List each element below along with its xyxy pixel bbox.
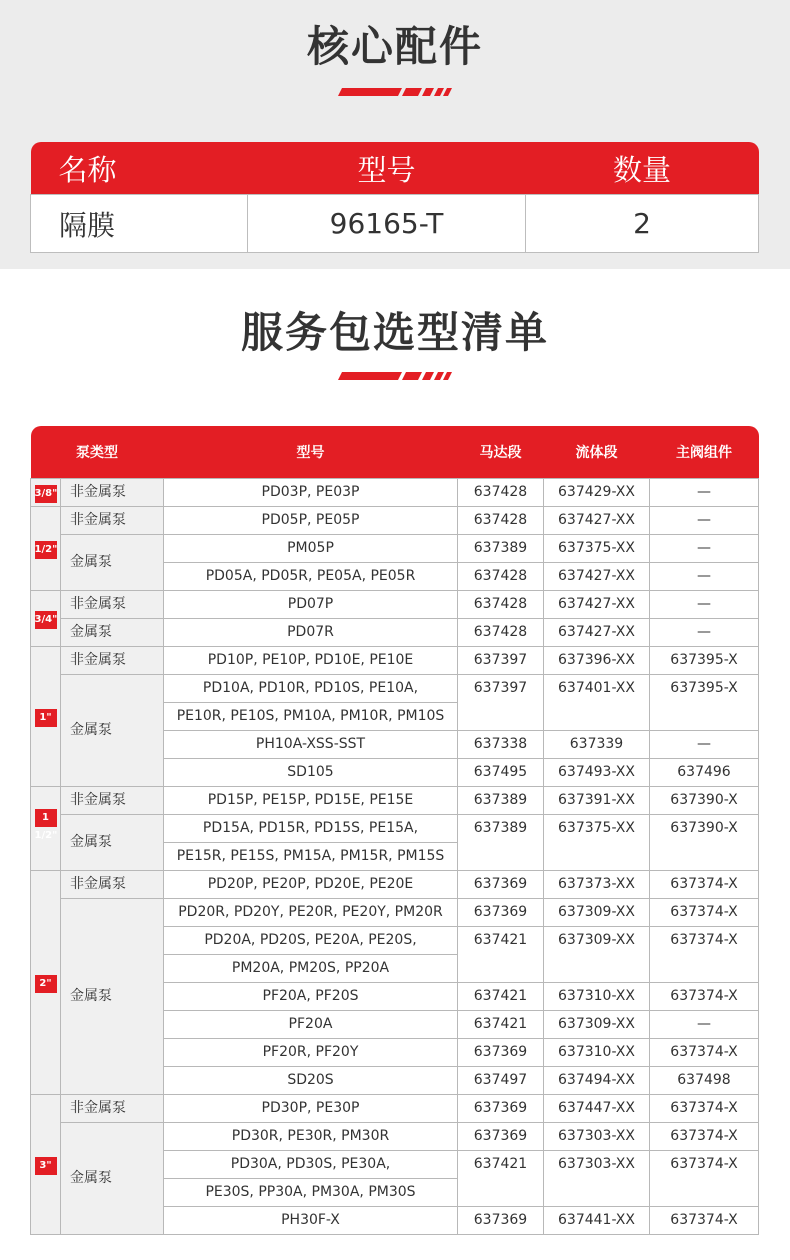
- table-row: [31, 675, 759, 703]
- core-header-model: 型号: [248, 142, 526, 195]
- main-valve-cell: —: [650, 507, 759, 535]
- table-row: [31, 1095, 759, 1123]
- model-cell: PD20P, PE20P, PD20E, PE20E: [164, 871, 458, 899]
- pump-type-cell: 金属泵: [61, 619, 164, 647]
- motor-section-cell: 637428: [458, 479, 544, 507]
- pump-type-cell: 金属泵: [61, 1123, 164, 1235]
- pump-type-cell: 金属泵: [61, 535, 164, 591]
- model-cell: PE30S, PP30A, PM30A, PM30S: [164, 1179, 458, 1207]
- motor-section-cell: 637369: [458, 1095, 544, 1123]
- main-valve-cell: 637374-X: [650, 899, 759, 927]
- title-decoration-icon: [338, 88, 452, 96]
- title-decoration-icon: [338, 372, 452, 380]
- pump-type-cell: 非金属泵: [61, 787, 164, 815]
- pipe-size-cell: [31, 1095, 61, 1235]
- motor-section-cell: 637338: [458, 731, 544, 759]
- fluid-section-cell: 637494-XX: [544, 1067, 650, 1095]
- main-valve-cell: —: [650, 535, 759, 563]
- motor-section-cell: 637389: [458, 787, 544, 815]
- model-cell: PH30F-X: [164, 1207, 458, 1235]
- model-cell: PD30R, PE30R, PM30R: [164, 1123, 458, 1151]
- model-cell: PD07P: [164, 591, 458, 619]
- main-valve-cell: 637374-X: [650, 983, 759, 1011]
- fluid-section-cell: 637310-XX: [544, 983, 650, 1011]
- model-cell: PD20R, PD20Y, PE20R, PE20Y, PM20R: [164, 899, 458, 927]
- fluid-section-cell: 637309-XX: [544, 899, 650, 927]
- main-valve-cell: 637390-X: [650, 815, 759, 871]
- pump-type-cell: 非金属泵: [61, 591, 164, 619]
- table-row: [31, 647, 759, 675]
- fluid-section-cell: 637427-XX: [544, 591, 650, 619]
- model-cell: PE10R, PE10S, PM10A, PM10R, PM10S: [164, 703, 458, 731]
- main-valve-cell: 637374-X: [650, 1039, 759, 1067]
- pump-type-cell: 非金属泵: [61, 1095, 164, 1123]
- fluid-section-cell: 637375-XX: [544, 535, 650, 563]
- model-cell: PD15A, PD15R, PD15S, PE15A,: [164, 815, 458, 843]
- core-parts-title: 核心配件: [306, 22, 483, 71]
- core-header-qty: 数量: [526, 142, 759, 195]
- pipe-size-cell: [31, 787, 61, 871]
- model-cell: PF20A, PF20S: [164, 983, 458, 1011]
- table-row: [31, 619, 759, 647]
- pipe-size-cell: [31, 479, 61, 507]
- table-row: [31, 871, 759, 899]
- svc-header-pump-type: 泵类型: [31, 426, 164, 479]
- pump-type-cell: 非金属泵: [61, 479, 164, 507]
- fluid-section-cell: 637441-XX: [544, 1207, 650, 1235]
- core-header-name: 名称: [31, 142, 248, 195]
- table-row: [31, 899, 759, 927]
- motor-section-cell: 637421: [458, 1151, 544, 1207]
- model-cell: PF20R, PF20Y: [164, 1039, 458, 1067]
- pipe-size-badge: 3": [35, 1157, 57, 1175]
- motor-section-cell: 637428: [458, 563, 544, 591]
- svc-header-fluid: 流体段: [544, 426, 650, 479]
- table-row: [31, 195, 759, 253]
- fluid-section-cell: 637303-XX: [544, 1123, 650, 1151]
- motor-section-cell: 637397: [458, 647, 544, 675]
- motor-section-cell: 637389: [458, 535, 544, 563]
- model-cell: PF20A: [164, 1011, 458, 1039]
- main-valve-cell: 637395-X: [650, 675, 759, 731]
- model-cell: PM20A, PM20S, PP20A: [164, 955, 458, 983]
- model-cell: PD03P, PE03P: [164, 479, 458, 507]
- motor-section-cell: 637428: [458, 619, 544, 647]
- model-cell: PD05P, PE05P: [164, 507, 458, 535]
- fluid-section-cell: 637427-XX: [544, 507, 650, 535]
- motor-section-cell: 637369: [458, 1207, 544, 1235]
- table-row: [31, 591, 759, 619]
- pipe-size-badge: 2": [35, 975, 57, 993]
- fluid-section-cell: 637373-XX: [544, 871, 650, 899]
- motor-section-cell: 637421: [458, 927, 544, 983]
- main-valve-cell: —: [650, 563, 759, 591]
- model-cell: PD15P, PE15P, PD15E, PE15E: [164, 787, 458, 815]
- main-valve-cell: 637496: [650, 759, 759, 787]
- model-cell: PD10P, PE10P, PD10E, PE10E: [164, 647, 458, 675]
- fluid-section-cell: 637303-XX: [544, 1151, 650, 1207]
- main-valve-cell: 637374-X: [650, 927, 759, 983]
- pipe-size-badge: 1/2": [35, 541, 57, 559]
- fluid-section-cell: 637391-XX: [544, 787, 650, 815]
- model-cell: SD20S: [164, 1067, 458, 1095]
- motor-section-cell: 637495: [458, 759, 544, 787]
- core-cell-name: 隔膜: [31, 195, 248, 253]
- table-row: [31, 535, 759, 563]
- core-cell-qty: 2: [526, 195, 759, 253]
- pump-type-cell: 非金属泵: [61, 871, 164, 899]
- fluid-section-cell: 637309-XX: [544, 1011, 650, 1039]
- main-valve-cell: —: [650, 591, 759, 619]
- model-cell: PD30A, PD30S, PE30A,: [164, 1151, 458, 1179]
- fluid-section-cell: 637427-XX: [544, 563, 650, 591]
- svc-header-valve: 主阀组件: [650, 426, 759, 479]
- model-cell: PD30P, PE30P: [164, 1095, 458, 1123]
- pipe-size-cell: [31, 507, 61, 591]
- pump-type-cell: 非金属泵: [61, 507, 164, 535]
- motor-section-cell: 637428: [458, 507, 544, 535]
- model-cell: PH10A-XSS-SST: [164, 731, 458, 759]
- svc-header-motor: 马达段: [458, 426, 544, 479]
- motor-section-cell: 637369: [458, 899, 544, 927]
- main-valve-cell: 637390-X: [650, 787, 759, 815]
- service-kit-table: [30, 426, 759, 1235]
- pump-type-cell: 金属泵: [61, 675, 164, 787]
- fluid-section-cell: 637339: [544, 731, 650, 759]
- fluid-section-cell: 637447-XX: [544, 1095, 650, 1123]
- motor-section-cell: 637497: [458, 1067, 544, 1095]
- main-valve-cell: 637395-X: [650, 647, 759, 675]
- pipe-size-cell: [31, 591, 61, 647]
- table-row: [31, 507, 759, 535]
- pipe-size-cell: [31, 647, 61, 787]
- main-valve-cell: 637374-X: [650, 1151, 759, 1207]
- main-valve-cell: —: [650, 1011, 759, 1039]
- fluid-section-cell: 637429-XX: [544, 479, 650, 507]
- fluid-section-cell: 637427-XX: [544, 619, 650, 647]
- motor-section-cell: 637369: [458, 1123, 544, 1151]
- main-valve-cell: 637374-X: [650, 871, 759, 899]
- fluid-section-cell: 637401-XX: [544, 675, 650, 731]
- service-kit-title: 服务包选型清单: [240, 308, 549, 357]
- pump-type-cell: 金属泵: [61, 899, 164, 1095]
- main-valve-cell: —: [650, 479, 759, 507]
- motor-section-cell: 637428: [458, 591, 544, 619]
- model-cell: PD05A, PD05R, PE05A, PE05R: [164, 563, 458, 591]
- table-row: [31, 787, 759, 815]
- pump-type-cell: 金属泵: [61, 815, 164, 871]
- motor-section-cell: 637369: [458, 871, 544, 899]
- pipe-size-cell: [31, 871, 61, 1095]
- table-row: [31, 815, 759, 843]
- model-cell: SD105: [164, 759, 458, 787]
- pipe-size-badge: 1": [35, 709, 57, 727]
- motor-section-cell: 637397: [458, 675, 544, 731]
- main-valve-cell: 637374-X: [650, 1095, 759, 1123]
- pipe-size-badge: 3/4": [35, 611, 57, 629]
- main-valve-cell: 637374-X: [650, 1207, 759, 1235]
- table-row: [31, 479, 759, 507]
- core-parts-table: [30, 142, 759, 253]
- main-valve-cell: —: [650, 731, 759, 759]
- table-row: [31, 1123, 759, 1151]
- model-cell: PD10A, PD10R, PD10S, PE10A,: [164, 675, 458, 703]
- fluid-section-cell: 637375-XX: [544, 815, 650, 871]
- model-cell: PM05P: [164, 535, 458, 563]
- motor-section-cell: 637421: [458, 1011, 544, 1039]
- fluid-section-cell: 637309-XX: [544, 927, 650, 983]
- fluid-section-cell: 637310-XX: [544, 1039, 650, 1067]
- fluid-section-cell: 637493-XX: [544, 759, 650, 787]
- model-cell: PD07R: [164, 619, 458, 647]
- main-valve-cell: 637374-X: [650, 1123, 759, 1151]
- motor-section-cell: 637421: [458, 983, 544, 1011]
- model-cell: PD20A, PD20S, PE20A, PE20S,: [164, 927, 458, 955]
- core-cell-model: 96165-T: [248, 195, 526, 253]
- pump-type-cell: 非金属泵: [61, 647, 164, 675]
- main-valve-cell: 637498: [650, 1067, 759, 1095]
- main-valve-cell: —: [650, 619, 759, 647]
- motor-section-cell: 637369: [458, 1039, 544, 1067]
- motor-section-cell: 637389: [458, 815, 544, 871]
- fluid-section-cell: 637396-XX: [544, 647, 650, 675]
- pipe-size-badge: 1 1/2": [35, 809, 57, 827]
- pipe-size-badge: 3/8": [35, 485, 57, 503]
- model-cell: PE15R, PE15S, PM15A, PM15R, PM15S: [164, 843, 458, 871]
- svc-header-model: 型号: [164, 426, 458, 479]
